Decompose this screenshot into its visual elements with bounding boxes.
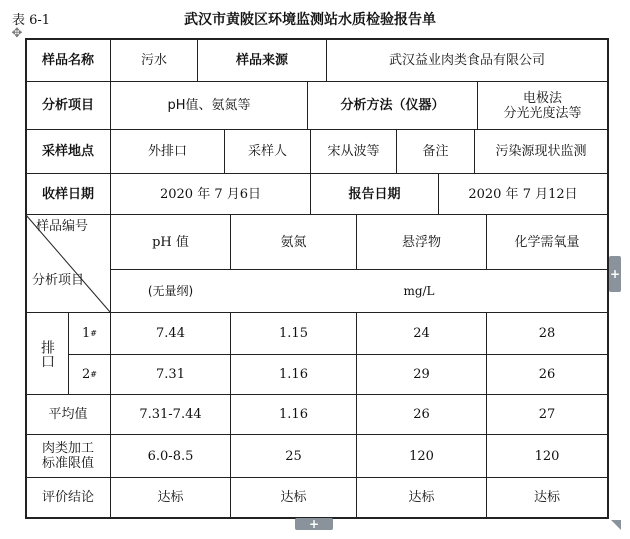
table-cell: 26: [413, 407, 430, 422]
outlet-label: [26, 313, 68, 394]
sample-source-label: 样品来源: [235, 52, 288, 68]
column-header-ph: pH 值: [152, 234, 189, 250]
sample-row-2-number: [69, 355, 110, 394]
column-header-ammonia: 氨氮: [280, 234, 307, 250]
table-cell: 25: [285, 448, 302, 464]
table-cell: 1.15: [279, 326, 308, 341]
conclusion-label: 评价结论: [41, 490, 94, 505]
remark-value: 污染源现状监测: [495, 144, 587, 159]
sample-1-mark: #: [90, 329, 97, 338]
corner-analysis-item-label: 分析项目: [31, 272, 84, 288]
table-cell: 7.44: [156, 326, 185, 341]
table-cell: 1.16: [279, 367, 308, 382]
table-cell: 120: [534, 448, 560, 464]
report-date-value: 2020 年 7 月12日: [468, 186, 578, 202]
report-date-label: 报告日期: [348, 186, 401, 202]
sample-2-no: 2: [82, 367, 91, 382]
table-cell: 7.31-7.44: [139, 407, 202, 422]
table-cell: 1.16: [279, 407, 308, 422]
method-line-1: 电极法: [522, 90, 562, 106]
table-cell: 24: [413, 326, 430, 341]
analysis-items-value: pH值、氨氮等: [167, 98, 251, 113]
add-column-button[interactable]: +: [609, 256, 621, 292]
table-cell: 达标: [280, 490, 307, 505]
sample-name-value: 污水: [140, 52, 167, 68]
table-move-handle-icon[interactable]: ✥: [11, 26, 23, 41]
location-value: 外排口: [147, 144, 187, 159]
analysis-items-label: 分析项目: [41, 98, 94, 113]
method-line-2: 分光光度法等: [503, 105, 582, 121]
table-cell: 达标: [533, 490, 560, 505]
sample-1-no: 1: [82, 326, 91, 341]
resize-handle-icon[interactable]: [611, 520, 621, 530]
table-cell: 7.31: [156, 367, 185, 382]
method-label: 分析方法（仪器）: [340, 98, 445, 113]
corner-sample-number-label: 样品编号: [35, 218, 88, 234]
outlet-label-text: 排口: [39, 339, 55, 368]
sampler-value: 宋从波等: [327, 144, 380, 159]
limit-label-line-1: 肉类加工: [41, 441, 94, 456]
column-header-cod: 化学需氧量: [514, 234, 580, 250]
add-row-button[interactable]: +: [295, 518, 333, 530]
received-date-label: 收样日期: [41, 186, 94, 202]
unit-ph: (无量纲): [147, 283, 194, 298]
column-header-suspended-solids: 悬浮物: [401, 234, 441, 250]
table-cell: 29: [413, 367, 430, 382]
sample-row-1-number: [69, 313, 110, 354]
received-date-value: 2020 年 7 月6日: [159, 186, 262, 202]
method-value: [478, 82, 607, 129]
average-label: 平均值: [48, 407, 88, 422]
limit-label-line-2: 标准限值: [41, 456, 94, 471]
table-cell: 达标: [157, 490, 184, 505]
report-title: 武汉市黄陂区环境监测站水质检验报告单: [184, 12, 436, 28]
table-cell: 26: [538, 367, 556, 382]
table-cell: 120: [409, 448, 434, 464]
table-cell: 28: [538, 326, 556, 341]
sample-name-label: 样品名称: [41, 52, 94, 68]
sampler-label: 采样人: [247, 144, 287, 159]
remark-label: 备注: [422, 144, 449, 159]
table-cell: 达标: [408, 490, 435, 505]
sample-source-value: 武汉益业肉类食品有限公司: [388, 52, 545, 68]
sample-2-mark: #: [90, 370, 97, 379]
limit-label: [26, 435, 110, 477]
unit-mg-per-l: mg/L: [403, 283, 435, 298]
table-cell: 27: [538, 407, 556, 422]
table-cell: 6.0-8.5: [147, 448, 194, 464]
location-label: 采样地点: [41, 144, 94, 159]
table-number: 表 6-1: [12, 13, 51, 28]
